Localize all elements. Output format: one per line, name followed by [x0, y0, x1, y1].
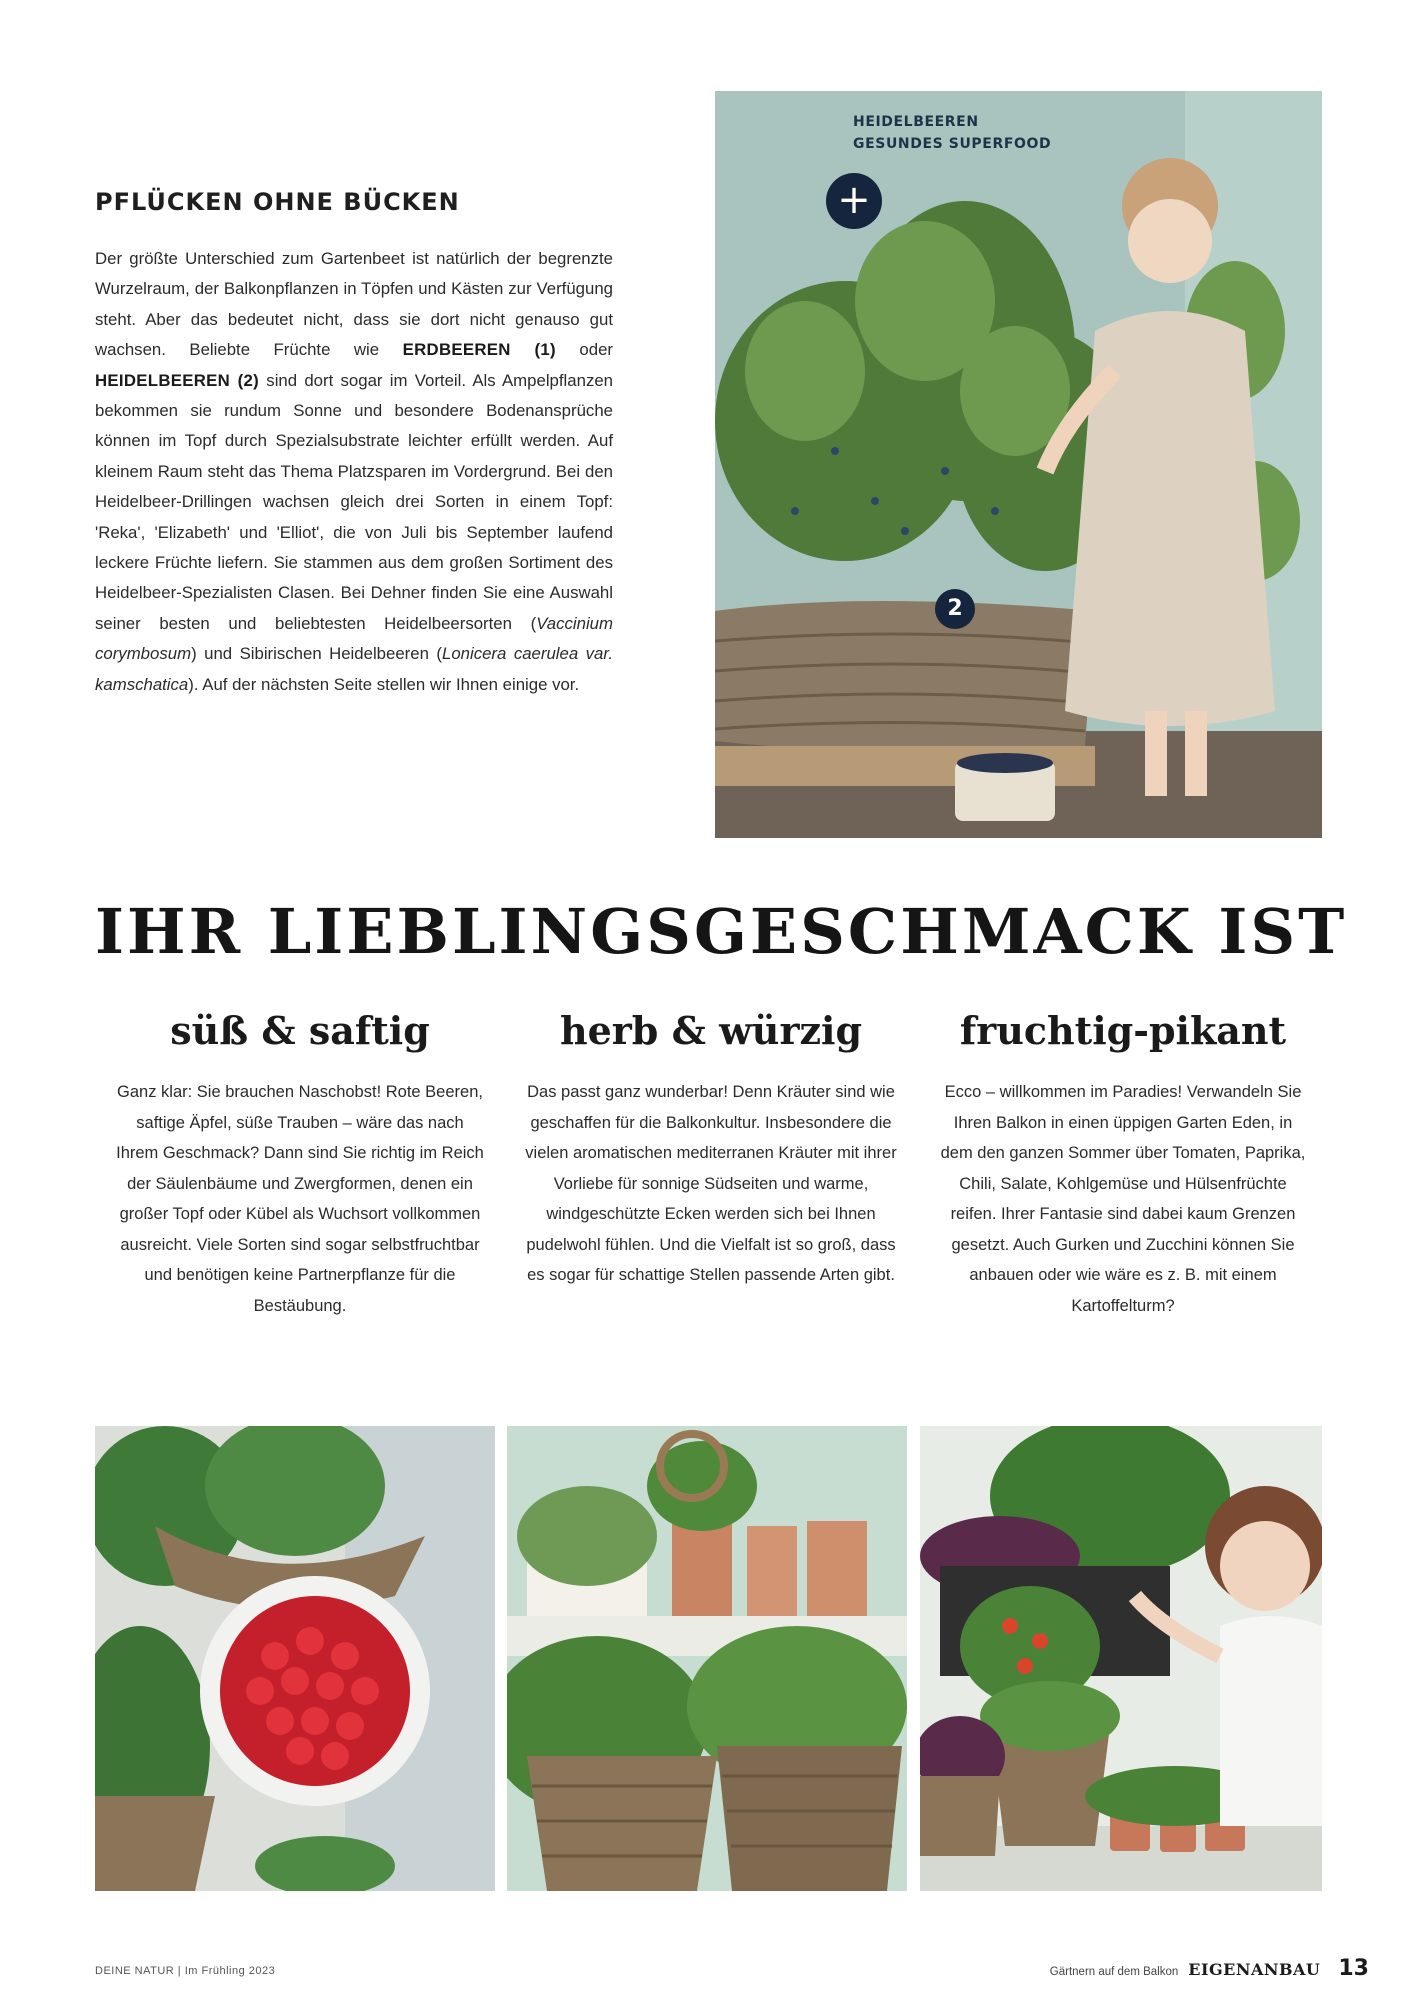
strawberry-illustration: [95, 1426, 495, 1891]
intro-paragraph: [95, 244, 613, 700]
blueberries-highlight: HEIDELBEEREN (2): [95, 370, 260, 390]
intro-text-part: Der größte Unterschied zum Gartenbeet ist natürlich der begrenzte Wurzelraum, der Balkonpflanzen in Töpfen und Kästen zur Verfügung steht. Aber das bedeutet nicht, dass sie dort nicht genauso gut wachsen. Beliebte Früchte wie: [95, 249, 613, 360]
strawberries-highlight: ERDBEEREN (1): [402, 340, 556, 360]
page-number: 13: [1338, 1956, 1369, 1981]
intro-text-part: ) und Sibirischen Heidelbeeren (: [191, 644, 442, 664]
number-badge: 2: [935, 589, 975, 629]
vegetables-photo: [920, 1426, 1322, 1891]
hero-illustration: [715, 91, 1322, 838]
intro-text-part: sind dort sogar im Vorteil. Als Ampelpflanzen bekommen sie rundum Sonne und besondere Bodenansprüche können im Topf durch Spezialsubstrate leichter erfüllt werden. Auf kleinem Raum steht das Thema Platzsparen im Vordergrund. Bei den Heidelbeer-Drillingen wachsen gleich drei Sorten in einem Topf: 'Reka', 'Elizabeth' und 'Elliot', die von Juli bis September laufend leckere Früchte liefern. Sie stammen aus dem großen Sortiment des Heidelbeer-Spezialisten Clasen. Bei Dehner finden Sie eine Auswahl seiner besten und beliebtesten Heidelbeersorten (: [95, 370, 613, 633]
footer-section: Gärtnern auf dem Balkon: [1049, 1966, 1179, 1978]
strawberry-photo: [95, 1426, 495, 1891]
taste-column-fruity: [923, 1008, 1323, 1321]
intro-text-part: ). Auf der nächsten Seite stellen wir Ihnen einige vor.: [188, 674, 580, 694]
taste-column-herb: [511, 1008, 911, 1291]
latin-name: Lonicera caerulea var. kamschatica: [95, 644, 613, 694]
intro-heading: PFLÜCKEN OHNE BÜCKEN: [95, 188, 460, 216]
vegetables-illustration: [920, 1426, 1322, 1891]
herbs-illustration: [507, 1426, 907, 1891]
hero-caption-subtitle: GESUNDES SUPERFOOD: [853, 136, 1052, 152]
taste-column-sweet: [100, 1008, 500, 1321]
footer-brand: EIGENANBAU: [1188, 1960, 1321, 1979]
hero-caption: [853, 111, 1051, 155]
hero-caption-title: HEIDELBEEREN: [853, 114, 979, 130]
column-text: Das passt ganz wunderbar! Denn Kräuter sind wie geschaffen für die Balkonkultur. Insbesondere die vielen aromatischen mediterranen Kräuter mit ihrer Vorliebe für sonnige Südseiten und warme, windgeschützte Ecken werden sich bei Ihnen pudelwohl fühlen. Und die Vielfalt ist so groß, dass es sogar für schattige Stellen passende Arten gibt.: [525, 1083, 897, 1284]
column-text: Ecco – willkommen im Paradies! Verwandeln Sie Ihren Balkon in einen üppigen Garten Eden, in dem den ganzen Sommer über Tomaten, Paprika, Chili, Salate, Kohlgemüse und Hülsenfrüchte reifen. Ihrer Fantasie sind dabei kaum Grenzen gesetzt. Auch Gurken und Zucchini können Sie anbauen oder wie wäre es z. B. mit einem Kartoffelturm?: [940, 1083, 1306, 1315]
plus-icon[interactable]: +: [826, 173, 882, 229]
intro-text-part: oder: [555, 340, 613, 360]
column-heading: süß & saftig: [170, 1008, 430, 1053]
blueberry-hero-photo: [715, 91, 1322, 838]
herbs-photo: [507, 1426, 907, 1891]
footer-right: [1050, 1956, 1369, 1981]
main-title: IHR LIEBLINGSGESCHMACK IST: [95, 895, 1348, 968]
column-text: Ganz klar: Sie brauchen Naschobst! Rote Beeren, saftige Äpfel, süße Trauben – wäre das nach Ihrem Geschmack? Dann sind Sie richtig im Reich der Säulenbäume und Zwergformen, denen ein großer Topf oder Kübel als Wuchsort vollkommen ausreicht. Viele Sorten sind sogar selbstfruchtbar und benötigen keine Partnerpflanze für die Bestäubung.: [116, 1083, 484, 1315]
column-heading: fruchtig-pikant: [959, 1008, 1287, 1053]
column-heading: herb & würzig: [559, 1008, 863, 1053]
footer-publication: DEINE NATUR | Im Frühling 2023: [95, 1965, 276, 1977]
latin-name: Vaccinium corymbosum: [95, 613, 613, 664]
